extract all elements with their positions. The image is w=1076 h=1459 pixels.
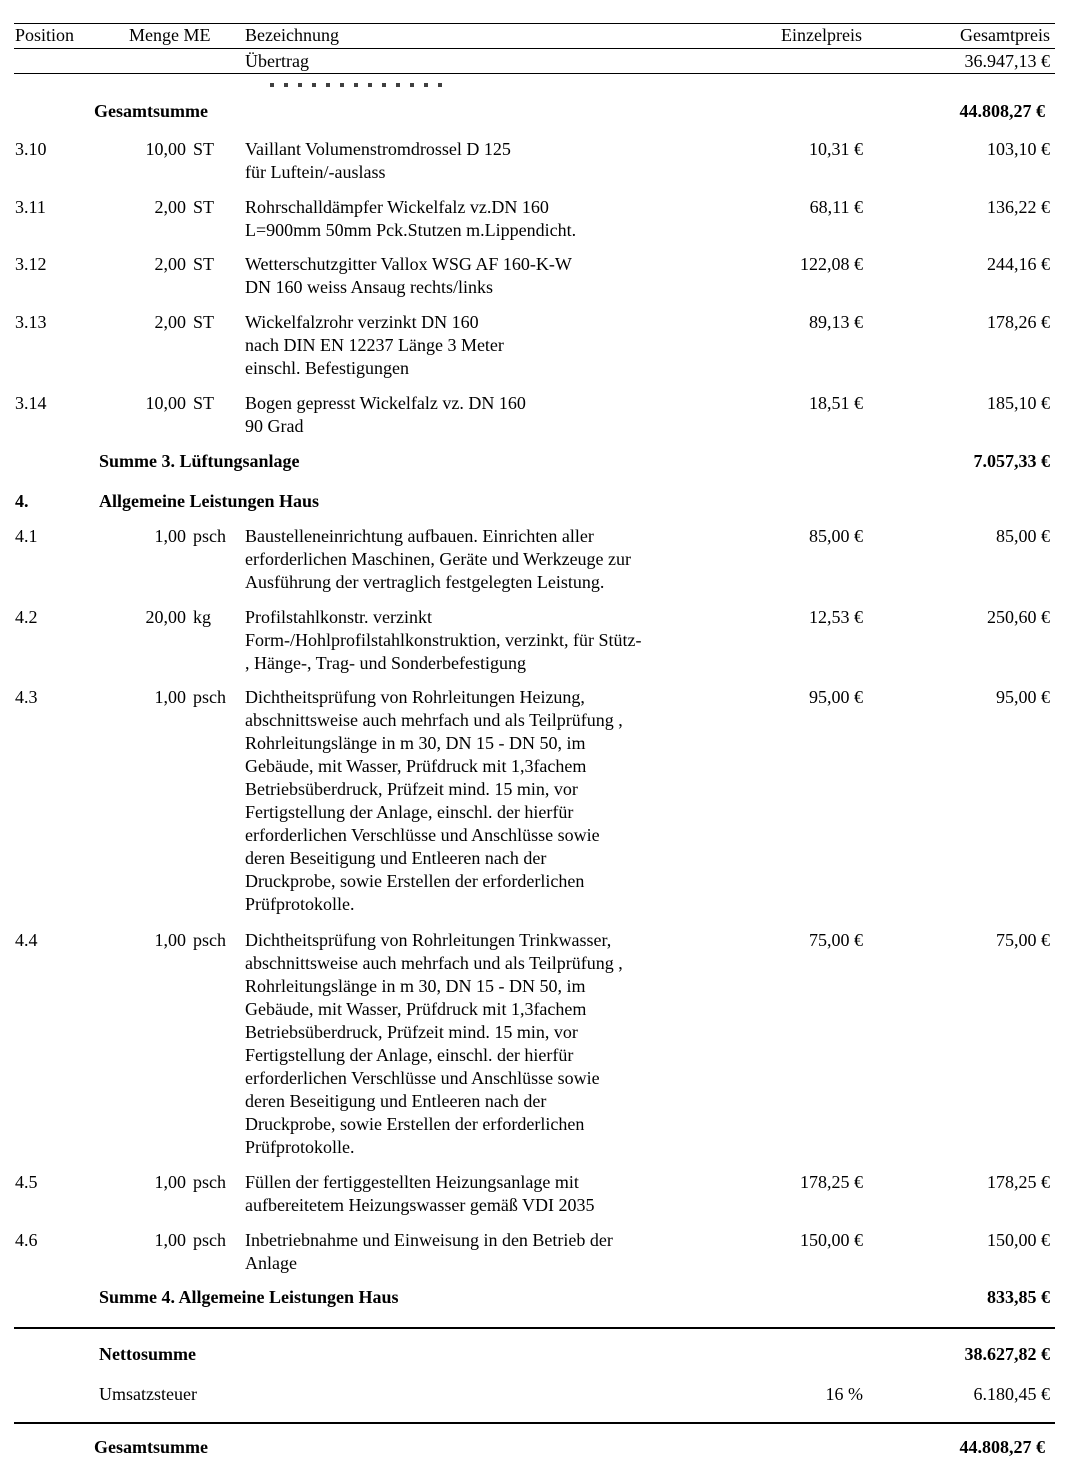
item-total-price: 250,60 € xyxy=(987,607,1050,627)
item-quantity: 10,00 xyxy=(145,393,186,413)
item-description: Füllen der fertiggestellten Heizungsanlage mit aufbereitetem Heizungswasser gemäß VDI 2035 xyxy=(245,1172,595,1215)
item-unit-price: 12,53 € xyxy=(809,607,863,627)
item-unit-price: 18,51 € xyxy=(809,393,863,413)
item-quantity: 1,00 xyxy=(154,930,186,950)
item-unit-price: 10,31 € xyxy=(809,139,863,159)
header-position: Position xyxy=(15,25,75,45)
section4-number: 4. xyxy=(15,491,29,511)
item-quantity: 1,00 xyxy=(154,687,186,707)
item-unit: ST xyxy=(193,139,215,159)
item-total-price: 75,00 € xyxy=(996,930,1050,950)
net-total-label: Nettosumme xyxy=(99,1344,196,1364)
item-unit-price: 122,08 € xyxy=(800,254,863,274)
item-position: 4.4 xyxy=(15,930,38,950)
item-unit: ST xyxy=(193,393,215,413)
header-description: Bezeichnung xyxy=(245,25,339,45)
item-unit-price: 75,00 € xyxy=(809,930,863,950)
section4-sum-label: Summe 4. Allgemeine Leistungen Haus xyxy=(99,1287,399,1307)
item-total-price: 185,10 € xyxy=(987,393,1050,413)
item-description: Baustelleneinrichtung aufbauen. Einrichten aller erforderlichen Maschinen, Geräte und Werkzeuge zur Ausführung der vertraglich festgelegten Leistung. xyxy=(245,526,632,592)
item-unit-price: 89,13 € xyxy=(809,312,863,332)
item-unit-price: 150,00 € xyxy=(800,1230,863,1250)
item-quantity: 2,00 xyxy=(154,197,186,217)
item-total-price: 178,25 € xyxy=(987,1172,1050,1192)
item-unit: psch xyxy=(193,526,226,546)
item-total-price: 136,22 € xyxy=(987,197,1050,217)
section3-sum-label: Summe 3. Lüftungsanlage xyxy=(99,451,300,471)
grand-total-rule xyxy=(14,1422,1055,1424)
vat-label: Umsatzsteuer xyxy=(99,1384,197,1404)
carry-over-value: 36.947,13 € xyxy=(964,51,1050,71)
item-unit-price: 178,25 € xyxy=(800,1172,863,1192)
item-unit: ST xyxy=(193,197,215,217)
item-unit-price: 95,00 € xyxy=(809,687,863,707)
item-quantity: 2,00 xyxy=(154,254,186,274)
item-unit: kg xyxy=(193,607,211,627)
net-total-value: 38.627,82 € xyxy=(964,1344,1050,1364)
grand-total-label: Gesamtsumme xyxy=(94,1437,208,1457)
item-quantity: 2,00 xyxy=(154,312,186,332)
item-description: Profilstahlkonstr. verzinkt Form-/Hohlprofilstahlkonstruktion, verzinkt, für Stütz- , Hänge-, Trag- und Sonderbefestigung xyxy=(245,607,642,673)
header-total-price: Gesamtpreis xyxy=(960,25,1050,45)
item-description: Inbetriebnahme und Einweisung in den Betrieb der Anlage xyxy=(245,1230,613,1273)
top-total-value: 44.808,27 € xyxy=(959,101,1045,121)
item-description: Rohrschalldämpfer Wickelfalz vz.DN 160 L=900mm 50mm Pck.Stutzen m.Lippendicht. xyxy=(245,197,577,240)
section4-sum-value: 833,85 € xyxy=(987,1287,1050,1307)
header-quantity-unit: Menge ME xyxy=(129,25,211,45)
item-position: 3.14 xyxy=(15,393,47,413)
item-description: Wetterschutzgitter Vallox WSG AF 160-K-W DN 160 weiss Ansaug rechts/links xyxy=(245,254,572,297)
item-quantity: 10,00 xyxy=(145,139,186,159)
item-quantity: 1,00 xyxy=(154,1230,186,1250)
item-description: Dichtheitsprüfung von Rohrleitungen Heizung, abschnittsweise auch mehrfach und als Teilprüfung , Rohrleitungslänge in m 30, DN 15 - DN 50, im Gebäude, mit Wasser, Prüfdruck mit 1,3fachem Betriebsüberdruck, Prüfzeit mind. 15 min, vor Fertigstellung der Anlage, einschl. der hierfür erforderlichen Verschlüsse und Anschlüsse sowie deren Beseitigung und Entleeren nach der Druckprobe, sowie Erstellen der erforderlichen Prüfprotokolle. xyxy=(245,687,623,914)
item-unit-price: 85,00 € xyxy=(809,526,863,546)
grand-total-value: 44.808,27 € xyxy=(959,1437,1045,1457)
item-quantity: 20,00 xyxy=(145,607,186,627)
item-total-price: 178,26 € xyxy=(987,312,1050,332)
item-unit: psch xyxy=(193,930,226,950)
item-position: 4.5 xyxy=(15,1172,38,1192)
item-position: 4.3 xyxy=(15,687,38,707)
section3-sum-value: 7.057,33 € xyxy=(973,451,1050,471)
item-position: 4.1 xyxy=(15,526,38,546)
item-unit: psch xyxy=(193,1172,226,1192)
item-description: Wickelfalzrohr verzinkt DN 160 nach DIN EN 12237 Länge 3 Meter einschl. Befestigungen xyxy=(245,312,504,378)
carry-over-label: Übertrag xyxy=(245,51,309,71)
vat-value: 6.180,45 € xyxy=(973,1384,1050,1404)
item-position: 4.2 xyxy=(15,607,38,627)
item-position: 3.10 xyxy=(15,139,47,159)
item-total-price: 150,00 € xyxy=(987,1230,1050,1250)
item-position: 3.11 xyxy=(15,197,46,217)
item-unit: ST xyxy=(193,312,215,332)
header-unit-price: Einzelpreis xyxy=(781,25,862,45)
item-unit-price: 68,11 € xyxy=(809,197,863,217)
item-description: Dichtheitsprüfung von Rohrleitungen Trinkwasser, abschnittsweise auch mehrfach und als Teilprüfung , Rohrleitungslänge in m 30, DN 15 - DN 50, im Gebäude, mit Wasser, Prüfdruck mit 1,3fachem Betriebsüberdruck, Prüfzeit mind. 15 min, vor Fertigstellung der Anlage, einschl. der hierfür erforderlichen Verschlüsse und Anschlüsse sowie deren Beseitigung und Entleeren nach der Druckprobe, sowie Erstellen der erforderlichen Prüfprotokolle. xyxy=(245,930,623,1157)
item-total-price: 244,16 € xyxy=(987,254,1050,274)
vat-rate: 16 % xyxy=(825,1384,863,1404)
item-unit: ST xyxy=(193,254,215,274)
item-total-price: 95,00 € xyxy=(996,687,1050,707)
item-position: 3.12 xyxy=(15,254,47,274)
section4-title: Allgemeine Leistungen Haus xyxy=(99,491,320,511)
item-unit: psch xyxy=(193,687,226,707)
item-description: Bogen gepresst Wickelfalz vz. DN 160 90 Grad xyxy=(245,393,526,436)
item-description: Vaillant Volumenstromdrossel D 125 für Luftein/-auslass xyxy=(245,139,511,182)
item-total-price: 103,10 € xyxy=(987,139,1050,159)
item-quantity: 1,00 xyxy=(154,1172,186,1192)
clipped-text-fragment xyxy=(270,83,450,87)
item-total-price: 85,00 € xyxy=(996,526,1050,546)
carry-over-rule xyxy=(14,73,1055,74)
item-position: 3.13 xyxy=(15,312,47,332)
item-unit: psch xyxy=(193,1230,226,1250)
item-quantity: 1,00 xyxy=(154,526,186,546)
item-position: 4.6 xyxy=(15,1230,38,1250)
top-total-label: Gesamtsumme xyxy=(94,101,208,121)
net-total-rule xyxy=(14,1327,1055,1329)
header-bottom-rule xyxy=(14,48,1055,49)
